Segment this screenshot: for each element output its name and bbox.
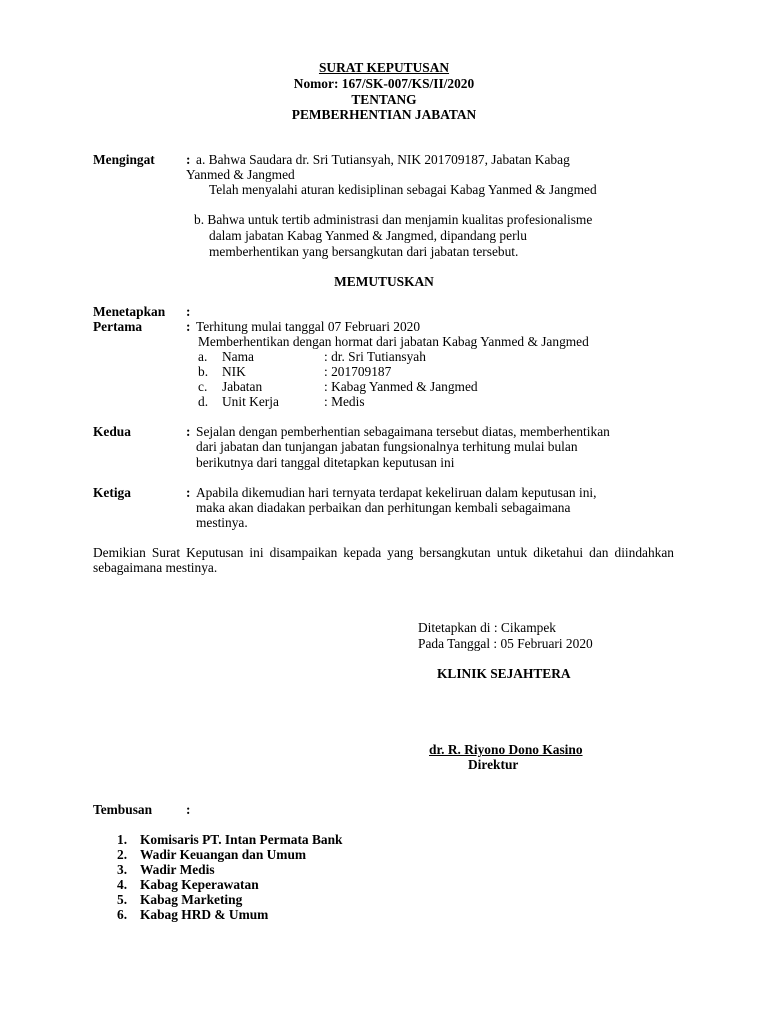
mengingat-colon: : <box>186 152 191 167</box>
pertama-line1: Terhitung mulai tanggal 07 Februari 2020 <box>196 319 421 334</box>
tembusan-label: Tembusan <box>93 802 153 817</box>
mengingat-a-line1: a. Bahwa Saudara dr. Sri Tutiansyah, NIK 201709187, Jabatan Kabag <box>196 152 570 167</box>
item-value: : 201709187 <box>324 364 392 379</box>
doc-about: TENTANG <box>351 92 417 107</box>
ketiga-line3: mestinya. <box>196 515 248 530</box>
kedua-line1: Sejalan dengan pemberhentian sebagaimana tersebut diatas, memberhentikan <box>196 424 610 439</box>
doc-number: Nomor: 167/SK-007/KS/II/2020 <box>293 76 475 91</box>
list-item-number: 2. <box>117 847 128 862</box>
item-mark: a. <box>198 349 208 364</box>
closing-paragraph: Demikian Surat Keputusan ini disampaikan kepada yang bersangkutan untuk diketahui dan diindahkan sebagaimana mestinya. <box>93 545 674 575</box>
kedua-colon: : <box>186 424 191 439</box>
list-item: Komisaris PT. Intan Permata Bank <box>140 832 343 847</box>
list-item-number: 1. <box>117 832 128 847</box>
item-key: Unit Kerja <box>222 394 279 409</box>
kedua-line2: dari jabatan dan tunjangan jabatan fungsionalnya terhitung mulai bulan <box>196 439 578 454</box>
list-item-number: 6. <box>117 907 128 922</box>
list-item: Kabag HRD & Umum <box>140 907 269 922</box>
mengingat-b-line2: dalam jabatan Kabag Yanmed & Jangmed, dipandang perlu <box>209 228 527 243</box>
ketiga-colon: : <box>186 485 191 500</box>
mengingat-label: Mengingat <box>93 152 155 167</box>
ketiga-label: Ketiga <box>93 485 131 500</box>
mengingat-a-line2: Yanmed & Jangmed <box>186 167 295 182</box>
item-value: : Medis <box>324 394 365 409</box>
pertama-line2: Memberhentikan dengan hormat dari jabatan Kabag Yanmed & Jangmed <box>198 334 589 349</box>
item-key: Nama <box>222 349 254 364</box>
list-item-number: 4. <box>117 877 128 892</box>
signature-date: Pada Tanggal : 05 Februari 2020 <box>418 636 593 651</box>
ketiga-line2: maka akan diadakan perbaikan dan perhitungan kembali sebagaimana <box>196 500 571 515</box>
item-key: Jabatan <box>222 379 263 394</box>
menetapkan-colon: : <box>186 304 191 319</box>
list-item-number: 3. <box>117 862 128 877</box>
list-item-number: 5. <box>117 892 128 907</box>
menetapkan-label: Menetapkan <box>93 304 166 319</box>
list-item: Kabag Keperawatan <box>140 877 259 892</box>
list-item: Kabag Marketing <box>140 892 243 907</box>
item-value: : Kabag Yanmed & Jangmed <box>324 379 478 394</box>
kedua-line3: berikutnya dari tanggal ditetapkan keputusan ini <box>196 455 455 470</box>
list-item: Wadir Keuangan dan Umum <box>140 847 307 862</box>
doc-subject: PEMBERHENTIAN JABATAN <box>291 107 477 122</box>
item-mark: b. <box>198 364 209 379</box>
signature-place: Ditetapkan di : Cikampek <box>418 620 556 635</box>
list-item: Wadir Medis <box>140 862 215 877</box>
pertama-label: Pertama <box>93 319 143 334</box>
mengingat-b-line3: memberhentikan yang bersangkutan dari jabatan tersebut. <box>209 244 519 259</box>
signatory-name: dr. R. Riyono Dono Kasino <box>429 742 583 757</box>
item-mark: c. <box>198 379 208 394</box>
signature-org: KLINIK SEJAHTERA <box>437 666 571 681</box>
pertama-colon: : <box>186 319 191 334</box>
mengingat-b-line1: b. Bahwa untuk tertib administrasi dan menjamin kualitas profesionalisme <box>194 212 593 227</box>
item-value: : dr. Sri Tutiansyah <box>324 349 426 364</box>
decide-heading: MEMUTUSKAN <box>334 274 434 289</box>
ketiga-line1: Apabila dikemudian hari ternyata terdapat kekeliruan dalam keputusan ini, <box>196 485 597 500</box>
item-key: NIK <box>222 364 246 379</box>
item-mark: d. <box>198 394 209 409</box>
mengingat-a-line3: Telah menyalahi aturan kedisiplinan sebagai Kabag Yanmed & Jangmed <box>209 182 597 197</box>
kedua-label: Kedua <box>93 424 131 439</box>
signatory-title: Direktur <box>468 757 519 772</box>
doc-title: SURAT KEPUTUSAN <box>318 60 450 75</box>
tembusan-colon: : <box>186 802 191 817</box>
